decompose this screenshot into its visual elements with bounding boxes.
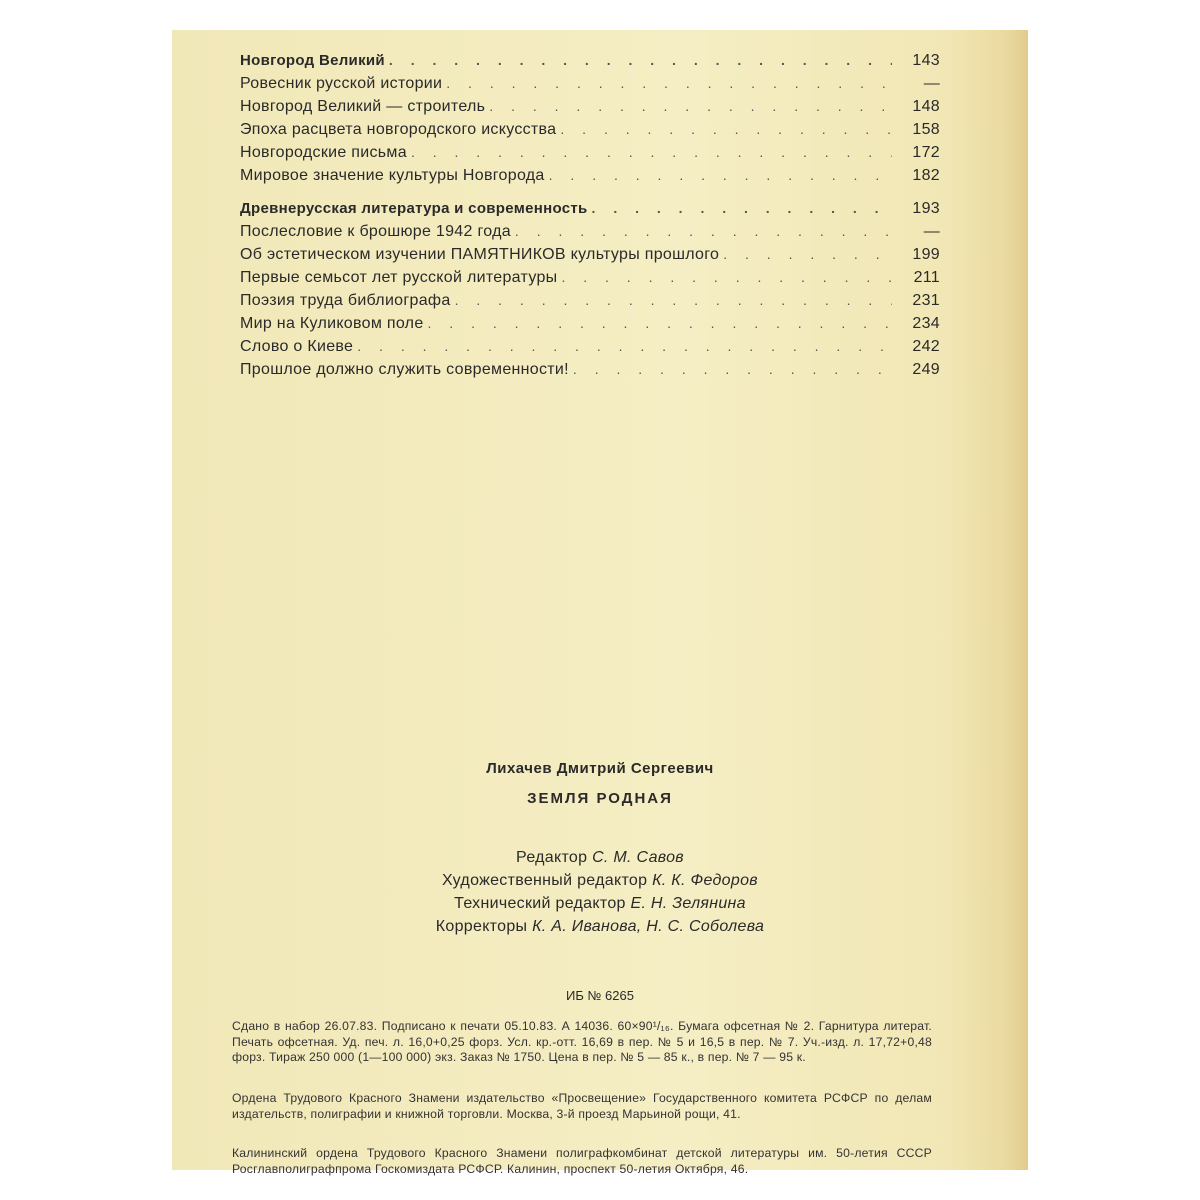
printer-details: Калининский ордена Трудового Красного Знамени полиграфкомбинат детской литературы им. 50-летия СССР Росглавполиграфпрома Госкомиздата РСФСР. Калинин, проспект 50-летия Октября, 46. — [232, 1146, 932, 1176]
toc-entry-page: 234 — [912, 315, 940, 332]
toc-leader-dots — [723, 246, 892, 262]
toc-leader-dots — [357, 338, 892, 354]
editor-role: Художественный редактор — [442, 872, 648, 889]
toc-entry-title: Эпоха расцвета новгородского искусства — [240, 121, 557, 138]
toc-entry-title: Мировое значение культуры Новгорода — [240, 167, 545, 184]
toc-leader-dots — [573, 361, 892, 377]
table-of-contents — [240, 52, 940, 384]
toc-leader-dots — [560, 121, 892, 137]
publisher-details: Ордена Трудового Красного Знамени издательство «Просвещение» Государственного комитета РСФСР по делам издательств, полиграфии и книжной торговли. Москва, 3-й проезд Марьиной рощи, 41. — [232, 1091, 932, 1121]
editor-credit-row — [172, 918, 1028, 941]
toc-leader-dots — [515, 223, 892, 239]
toc-entry — [240, 223, 940, 246]
toc-entry-page: 249 — [912, 361, 940, 378]
editor-credits — [172, 849, 1028, 941]
book-title: ЗЕМЛЯ РОДНАЯ — [527, 790, 673, 807]
toc-entry-title: Первые семьсот лет русской литературы — [240, 269, 558, 286]
editor-name: Е. Н. Зелянина — [630, 895, 746, 912]
toc-entry-title: Прошлое должно служить современности! — [240, 361, 569, 378]
toc-entry-page: 143 — [912, 52, 940, 69]
editor-role: Технический редактор — [454, 895, 626, 912]
toc-leader-dots — [411, 144, 892, 160]
toc-entry-page: 211 — [913, 269, 940, 286]
toc-entry-title: Поэзия труда библиографа — [240, 292, 451, 309]
toc-entry — [240, 246, 940, 269]
editor-name: К. К. Федоров — [652, 872, 758, 889]
toc-leader-dots — [455, 292, 892, 308]
toc-entry — [240, 292, 940, 315]
toc-entry-page: 193 — [912, 200, 940, 217]
toc-section-heading — [240, 200, 940, 223]
toc-leader-dots — [389, 52, 892, 68]
toc-entry — [240, 75, 940, 98]
toc-entry — [240, 121, 940, 144]
editor-role: Корректоры — [435, 918, 528, 935]
editor-role: Редактор — [516, 849, 588, 866]
toc-entry-page: 242 — [912, 338, 940, 355]
toc-entry-page: 148 — [912, 98, 940, 115]
ib-number: ИБ № 6265 — [566, 988, 634, 1003]
toc-entry — [240, 338, 940, 361]
editor-name: С. М. Савов — [592, 849, 684, 866]
toc-entry-page: 231 — [912, 292, 940, 309]
editor-credit-row — [172, 872, 1028, 895]
toc-leader-dots — [489, 98, 892, 114]
toc-leader-dots — [428, 315, 892, 331]
toc-entry-title: Новгород Великий — строитель — [240, 98, 486, 115]
toc-entry-title: Новгород Великий — [240, 52, 385, 69]
toc-entry — [240, 98, 940, 121]
toc-entry-title: Об эстетическом изучении ПАМЯТНИКОВ культуры прошлого — [240, 246, 720, 263]
book-page — [172, 30, 1028, 1176]
author-name: Лихачев Дмитрий Сергеевич — [486, 760, 714, 777]
toc-entry-title: Мир на Куликовом поле — [240, 315, 424, 332]
toc-entry-title: Новгородские письма — [240, 144, 407, 161]
section-gap — [240, 190, 940, 200]
print-details: Сдано в набор 26.07.83. Подписано к печати 05.10.83. А 14036. 60×90¹/₁₆. Бумага офсетная № 2. Гарнитура литерат. Печать офсетная. Уд. печ. л. 16,0+0,25 форз. Усл. кр.-отт. 16,69 в пер. № 5 и 16,5 в пер. № 7. Уч.-изд. л. 17,72+0,48 форз. Тираж 250 000 (1—100 000) экз. Заказ № 1750. Цена в пер. № 5 — 85 к., в пер. № 7 — 95 к. — [232, 1019, 932, 1064]
toc-entry — [240, 167, 940, 190]
toc-entry — [240, 315, 940, 338]
toc-leader-dots — [592, 200, 892, 216]
toc-entry-title: Ровесник русской истории — [240, 75, 443, 92]
toc-entry-page: 199 — [912, 246, 940, 263]
toc-entry-page: — — [923, 223, 940, 240]
toc-entry — [240, 144, 940, 167]
toc-entry-title: Слово о Киеве — [240, 338, 354, 355]
editor-credit-row — [172, 849, 1028, 872]
editor-name: К. А. Иванова, Н. С. Соболева — [532, 918, 765, 935]
toc-entry-page: 182 — [912, 167, 940, 184]
toc-entry-title: Послесловие к брошюре 1942 года — [240, 223, 511, 240]
toc-entry-page: 158 — [912, 121, 940, 138]
toc-entry-page: — — [923, 75, 940, 92]
toc-section-heading — [240, 52, 940, 75]
toc-entry-title: Древнерусская литература и современность — [240, 200, 588, 217]
toc-entry — [240, 269, 940, 292]
toc-leader-dots — [561, 269, 892, 285]
editor-credit-row — [172, 895, 1028, 918]
toc-entry-page: 172 — [912, 144, 940, 161]
toc-leader-dots — [549, 167, 892, 183]
toc-entry — [240, 361, 940, 384]
toc-leader-dots — [446, 75, 892, 91]
